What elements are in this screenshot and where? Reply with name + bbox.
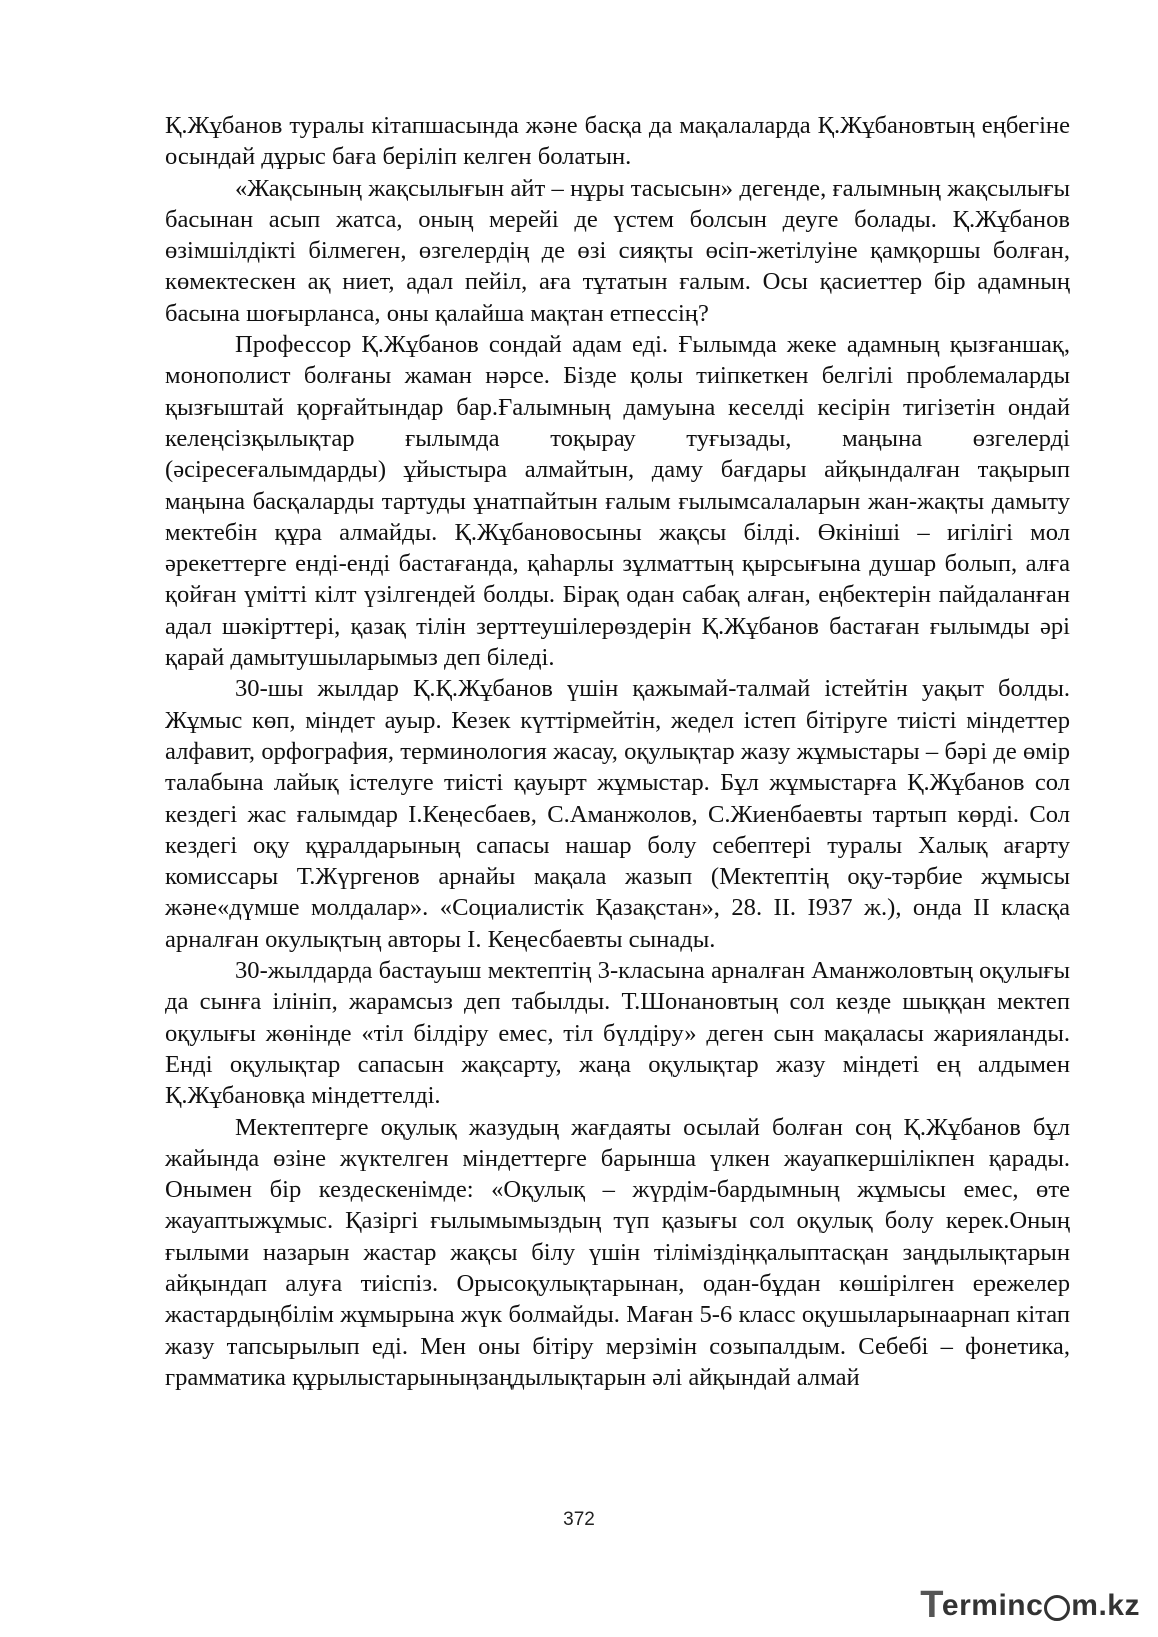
paragraph-1: Қ.Жұбанов туралы кітапшасында және басқа да мақалаларда Қ.Жұбановтың еңбегіне осындай дұрыс баға беріліп келген болатын. xyxy=(165,112,1070,171)
paragraph-4: 30-шы жылдар Қ.Қ.Жұбанов үшін қажымай-талмай істейтін уақыт болды. Жұмыс көп, міндет ауыр. Кезек күттірмейтін, жедел істеп бітіруге тиісті міндеттер алфавит, орфография, терминология жасау, оқулықтар жазу жұмыстары – бәрі де өмір талабына лайық істелуге тиісті қауырт жұмыстар. Бұл жұмыстарға Қ.Жұбанов сол кездегі жас ғалымдар І.Кеңесбаев, С.Аманжолов, С.Жиенбаевты тартып көрді. Сол кездегі оқу құралдарының сапасы нашар болу себептері туралы Халық ағарту комиссары Т.Жүргенов арнайы мақала жазып (Мектептің оқу-тәрбие жұмысы және«дүмше молдалар». «Социалистік Қазақстан», 28. ІІ. І937 ж.), онда ІІ класқа арналған окулықтың авторы І. Кеңесбаевты сынады. xyxy=(165,675,1070,953)
watermark-text-c: m.kz xyxy=(1071,1588,1140,1622)
watermark-letter-t: T xyxy=(920,1584,944,1626)
paragraph-2: «Жақсының жақсылығын айт – нұры тасысын» дегенде, ғалымның жақсылығы басынан асып жатса, оның мерейі де үстем болсын деуге болады. Қ.Жұбанов өзімшілдікті білмеген, өзгелердің де өзі сияқты өсіп-жетілуіне қамқоршы болған, көмектескен ақ ниет, адал пейіл, аға тұтатын ғалым. Осы қасиеттер бір адамның басына шоғырланса, оны қалайша мақтан етпессің? xyxy=(165,174,1070,327)
body-text xyxy=(165,110,1070,1393)
page-number: 372 xyxy=(563,1509,595,1530)
watermark-circle-icon xyxy=(1044,1595,1070,1621)
watermark-text-a: ermin xyxy=(941,1588,1027,1622)
paragraph-3: Профессор Қ.Жұбанов сондай адам еді. Ғылымда жеке адамның қызғаншақ, монополист болғаны жаман нәрсе. Бізде қолы тиіпкеткен белгілі проблемаларды қызғыштай қорғайтындар бар.Ғалымның дамуына кеселді кесірін тигізетін ондай келеңсізқылықтар ғылымда тоқырау туғызады, маңына өзгелерді (әсіресеғалымдарды) ұйыстыра алмайтын, даму бағдары айқындалған тақырып маңына басқаларды тартуды ұнатпайтын ғалым ғылымсалаларын жан-жақты дамыту мектебін құра алмайды. Қ.Жұбановосыны жақсы білді. Өкініші – игілігі мол әрекеттерге енді-енді бастағанда, қаһарлы зұлматтың қырсығына душар болып, алға қойған үмітті кілт үзілгендей болды. Бірақ одан сабақ алған, еңбектерін пайдаланған адал шәкірттері, қазақ тілін зерттеушілерөздерін Қ.Жұбанов бастаған ғылымды әрі қарай дамытушыларымыз деп біледі. xyxy=(165,331,1070,672)
paragraph-6: Мектептерге оқулық жазудың жағдаяты осылай болған соң Қ.Жұбанов бұл жайында өзіне жүктелген міндеттерге барынша үлкен жауапкершілікпен қарады. Онымен бір кездескенімде: «Оқулық – жүрдім-бардымның жұмысы емес, өте жауаптыжұмыс. Қазіргі ғылымымыздың түп қазығы сол оқулық болу керек.Оның ғылыми назарын жастар жақсы білу үшін тіліміздіңқалыптасқан заңдылықтарын айқындап алуға тиіспіз. Орысоқулықтарынан, одан-бұдан көшірілген ережелер жастардыңбілім жұмырына жүк болмайды. Маған 5-6 класс оқушыларынаарнап кітап жазу тапсырылып еді. Мен оны бітіру мерзімін созыпалдым. Себебі – фонетика, грамматика құрылыстарыныңзаңдылықтарын әлі айқындай алмай xyxy=(165,1113,1070,1391)
terminkz-watermark-logo xyxy=(920,1584,1140,1627)
paragraph-5: 30-жылдарда бастауыш мектептің 3-класына арналған Аманжоловтың оқулығы да сынға ілініп, жарамсыз деп табылды. Т.Шонановтың сол кезде шыққан мектеп оқулығы жөнінде «тіл білдіру емес, тіл бүлдіру» деген сын мақаласы жарияланды. Енді оқулықтар сапасын жақсарту, жаңа оқулықтар жазу міндеті ең алдымен Қ.Жұбановқа міндеттелді. xyxy=(165,957,1070,1110)
watermark-text-b: c xyxy=(1026,1588,1044,1622)
